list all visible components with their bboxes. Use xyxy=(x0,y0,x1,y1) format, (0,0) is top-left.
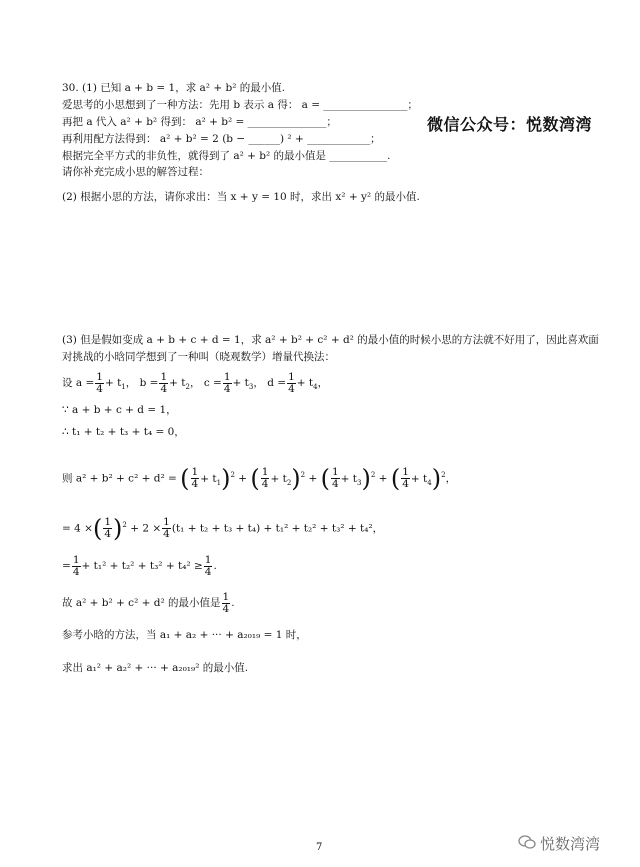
step2-line: = 4 ×( $\frac{1}{4}$ )$^2$ + 2 × $\frac{1}{4}$ (t₁ + t₂ + t₃ + t₄) + t₁² + t₂² + t₃² + t₄²， xyxy=(62,514,384,543)
q1-line-2: 再把 a 代入 a² + b² 得到： a² + b² = _______________； xyxy=(62,116,337,128)
wechat-icon xyxy=(518,834,536,850)
step3-line: = $\frac{1}{4}$ + t₁² + t₂² + t₃² + t₄² ≥ $\frac{1}{4}$ . xyxy=(62,553,217,578)
since-line: ∵ a + b + c + d = 1， xyxy=(62,404,177,416)
page-number: 7 xyxy=(316,842,323,853)
expansion-line: 则 a² + b² + c² + d² = ( $\frac{1}{4}$ + $t_1)^2$ + ( $\frac{1}{4}$ + $t_2)^2$ + ( $\frac{1}{4}$ + $t_3)^2$ + ( $\frac{1}{4}$ + $t_4)^2$， xyxy=(62,464,457,493)
q3-intro-1: (3) 但是假如变成 a + b + c + d = 1，求 a² + b² + c² + d² 的最小值的时候小思的方法就不好用了，因此喜欢面 xyxy=(62,334,599,346)
step3-tail: + t₁² + t₂² + t₃² + t₄² ≥ xyxy=(81,560,203,572)
then-prefix: 则 a² + b² + c² + d² = xyxy=(62,472,177,485)
q1-line-4: 根据完全平方式的非负性，就得到了 a² + b² 的最小值是 ___________. xyxy=(62,150,391,162)
brand-label: 悦数湾湾 xyxy=(540,835,601,853)
q1-line-5: 请你补充完成小思的解答过程： xyxy=(62,166,209,178)
reference-line: 参考小晗的方法，当 a₁ + a₂ + ··· + a₂₀₁₉ = 1 时， xyxy=(62,629,307,641)
q1-title: 30. (1) 已知 a + b = 1，求 a² + b² 的最小值. xyxy=(62,82,286,94)
conclusion-prefix: 故 a² + b² + c² + d² 的最小值是 xyxy=(62,597,221,609)
substitution-line: 设 a = $\frac{1}{4}$ + $t_1$， b = $\frac{1}{4}$ + $t_2$， c = $\frac{1}{4}$ + $t_3$， d = $\frac{1}{4}$ + $t_4$， xyxy=(62,370,329,395)
q1-line-1: 爱思考的小思想到了一种方法：先用 b 表示 a 得： a = ________________； xyxy=(62,99,418,111)
q1-line-3: 再利用配方法得到： a² + b² = 2 (b − ______) ² + ____________； xyxy=(62,133,381,145)
step2-tail: (t₁ + t₂ + t₃ + t₄) + t₁² + t₂² + t₃² + t₄²， xyxy=(171,522,384,535)
q2-text: (2) 根据小思的方法，请你求出：当 x + y = 10 时，求出 x² + y² 的最小值. xyxy=(62,191,420,203)
set-prefix: 设 xyxy=(62,377,73,389)
q3-intro-2: 对挑战的小晗同学想到了一种叫（晓观数学）增量代换法： xyxy=(62,351,335,363)
conclusion-line: 故 a² + b² + c² + d² 的最小值是 $\frac{1}{4}$ . xyxy=(62,590,235,615)
watermark: 微信公众号：悦数湾湾 xyxy=(427,115,593,134)
ask-line: 求出 a₁² + a₂² + ··· + a₂₀₁₉² 的最小值. xyxy=(62,662,249,674)
therefore-line: ∴ t₁ + t₂ + t₃ + t₄ = 0， xyxy=(62,426,185,438)
